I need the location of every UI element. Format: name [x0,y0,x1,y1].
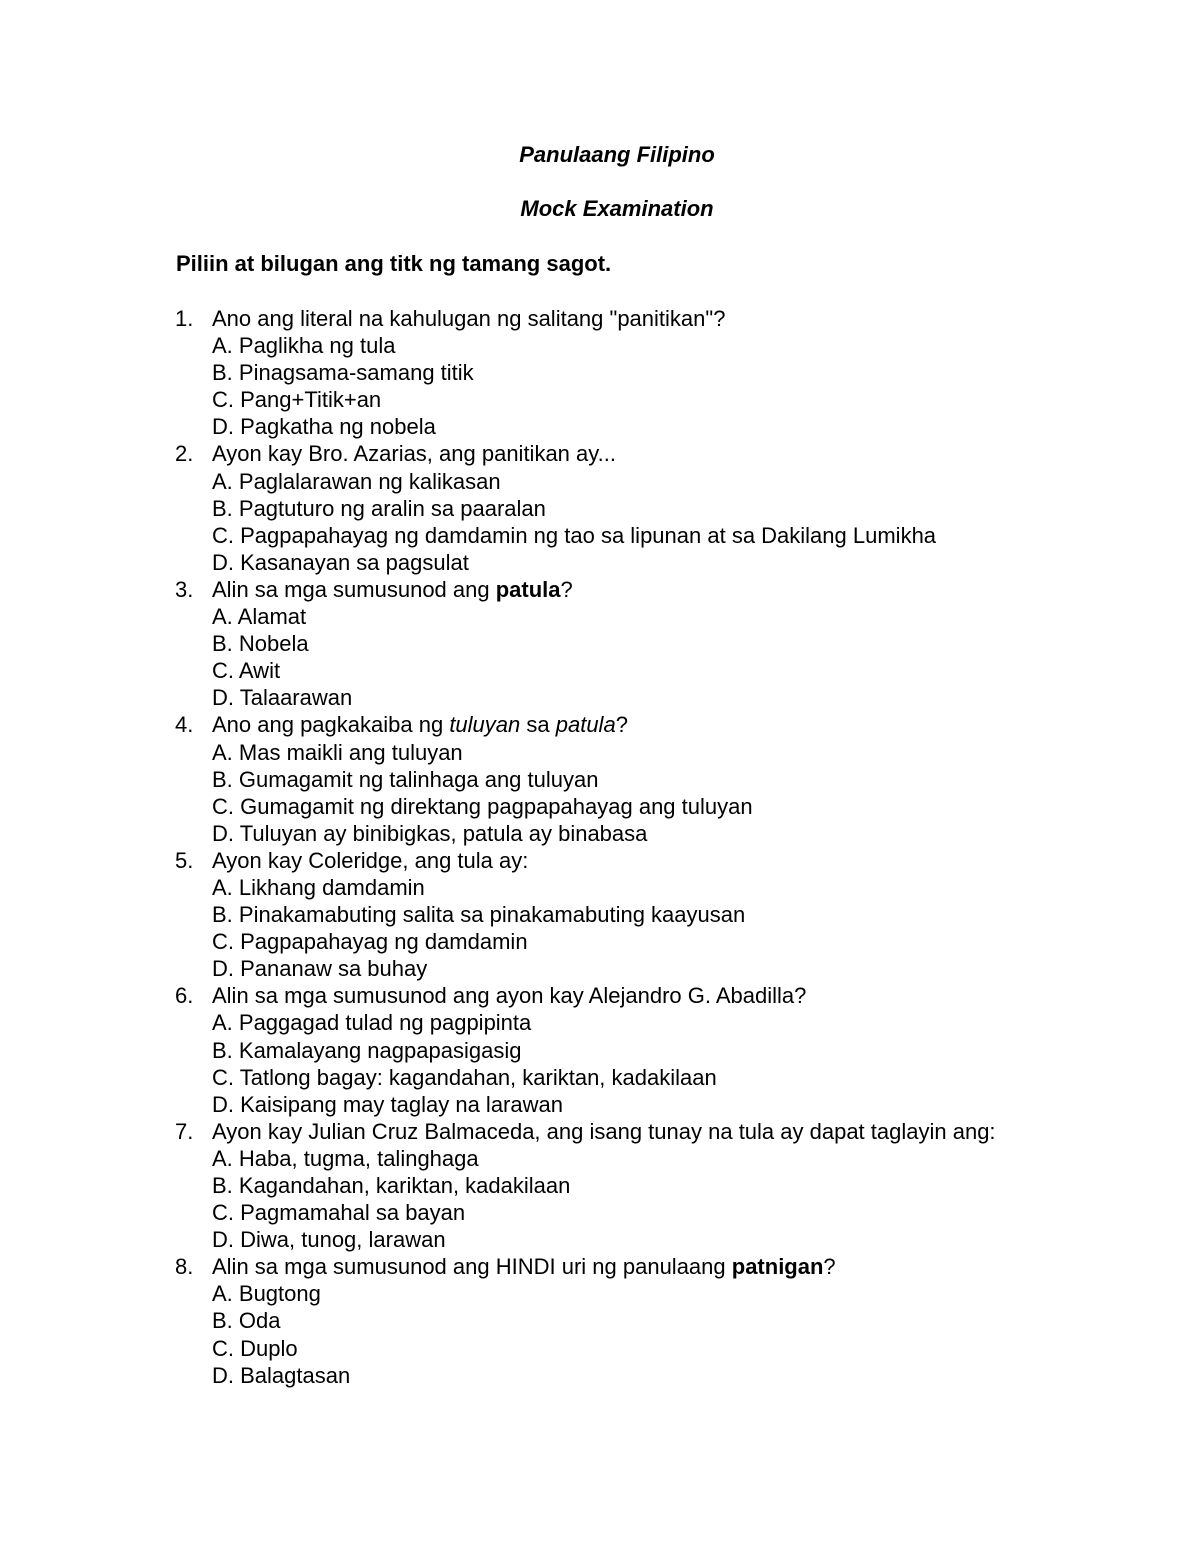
instruction: Piliin at bilugan ang titk ng tamang sagot. [176,251,612,276]
question-text: Alin sa mga sumusunod ang patula? [212,576,573,602]
answer-option [0,739,1200,766]
answer-option [0,1335,1200,1362]
answer-option [0,359,1200,386]
question-list [0,305,1200,1389]
document-title: Panulaang Filipino [519,142,715,167]
answer-option [0,522,1200,549]
answer-option [0,603,1200,630]
answer-option-text: C. Tatlong bagay: kagandahan, kariktan, kadakilaan [212,1064,717,1090]
answer-option [0,874,1200,901]
answer-option-text: A. Likhang damdamin [212,874,425,900]
answer-option-text: A. Paglalarawan ng kalikasan [212,468,501,494]
answer-option-text: A. Alamat [212,604,307,630]
question-8 [0,1253,1200,1280]
answer-option-text: A. Bugtong [212,1281,321,1307]
answer-option-text: D. Talaarawan [212,685,353,711]
answer-option [0,657,1200,684]
answer-option [0,928,1200,955]
answer-option-text: C. Pang+Titik+an [212,387,382,413]
question-6 [0,982,1200,1009]
answer-option-text: C. Pagpapahayag ng damdamin [212,929,528,955]
answer-option [0,1226,1200,1253]
question-number: 5. [175,847,194,873]
answer-option [0,1145,1200,1172]
answer-option [0,820,1200,847]
answer-option-text: B. Gumagamit ng talinhaga ang tuluyan [212,766,599,792]
question-text: Ano ang pagkakaiba ng tuluyan sa patula? [212,712,628,738]
answer-option-text: A. Haba, tugma, talinghaga [212,1145,479,1171]
answer-option [0,468,1200,495]
answer-option [0,901,1200,928]
answer-option-text: B. Nobela [212,631,309,657]
question-number: 6. [175,983,194,1009]
answer-option-text: D. Kasanayan sa pagsulat [212,549,469,575]
question-text: Ayon kay Julian Cruz Balmaceda, ang isang tunay na tula ay dapat taglayin ang: [212,1118,996,1144]
answer-option [0,1307,1200,1334]
answer-option-text: B. Kagandahan, kariktan, kadakilaan [212,1173,571,1198]
answer-option [0,1362,1200,1389]
answer-option [0,1199,1200,1226]
question-2 [0,440,1200,467]
answer-option [0,684,1200,711]
question-number: 1. [175,306,194,331]
question-5 [0,847,1200,874]
answer-option-text: C. Pagmamahal sa bayan [212,1200,466,1226]
answer-option [0,955,1200,982]
question-text: Alin sa mga sumusunod ang HINDI uri ng panulaang patnigan? [212,1254,836,1280]
answer-option [0,1064,1200,1091]
answer-option-text: C. Gumagamit ng direktang pagpapahayag ang tuluyan [212,793,753,819]
answer-option [0,413,1200,440]
answer-option [0,1172,1200,1199]
answer-option [0,1009,1200,1036]
answer-option-text: A. Paggagad tulad ng pagpipinta [212,1010,532,1036]
document-subtitle: Mock Examination [520,196,714,221]
answer-option-text: B. Oda [212,1308,281,1334]
answer-option [0,630,1200,657]
answer-option-text: D. Kaisipang may taglay na larawan [212,1091,563,1117]
answer-option-text: A. Mas maikli ang tuluyan [212,739,463,765]
answer-option [0,793,1200,820]
question-number: 4. [175,712,194,738]
answer-option-text: A. Paglikha ng tula [212,333,396,359]
answer-option [0,549,1200,576]
answer-option-text: D. Tuluyan ay binibigkas, patula ay binabasa [212,820,648,846]
question-number: 7. [175,1118,194,1144]
answer-option-text: D. Diwa, tunog, larawan [212,1227,446,1253]
question-number: 2. [175,441,194,467]
answer-option-text: C. Awit [212,658,281,684]
answer-option-text: C. Duplo [212,1335,298,1361]
question-1 [0,305,1200,332]
answer-option-text: B. Pinagsama-samang titik [212,360,474,386]
answer-option [0,332,1200,359]
answer-option-text: D. Pananaw sa buhay [212,956,428,982]
answer-option-text: B. Pagtuturo ng aralin sa paaralan [212,495,546,521]
answer-option-text: D. Pagkatha ng nobela [212,414,436,440]
question-3 [0,576,1200,603]
answer-option-text: B. Pinakamabuting salita sa pinakamabuting kaayusan [212,902,746,928]
question-text: Ayon kay Bro. Azarias, ang panitikan ay... [212,441,616,467]
answer-option [0,1280,1200,1307]
question-number: 8. [175,1254,194,1280]
answer-option-text: C. Pagpapahayag ng damdamin ng tao sa lipunan at sa Dakilang Lumikha [212,522,937,548]
question-4 [0,711,1200,738]
question-text: Alin sa mga sumusunod ang ayon kay Alejandro G. Abadilla? [212,983,807,1009]
answer-option [0,1091,1200,1118]
answer-option [0,766,1200,793]
answer-option [0,1037,1200,1064]
question-7 [0,1118,1200,1145]
answer-option [0,386,1200,413]
question-text: Ayon kay Coleridge, ang tula ay: [212,847,529,873]
question-number: 3. [175,576,194,602]
answer-option-text: B. Kamalayang nagpapasigasig [212,1037,522,1063]
answer-option [0,495,1200,522]
question-text: Ano ang literal na kahulugan ng salitang "panitikan"? [212,306,726,331]
answer-option-text: D. Balagtasan [212,1362,351,1388]
